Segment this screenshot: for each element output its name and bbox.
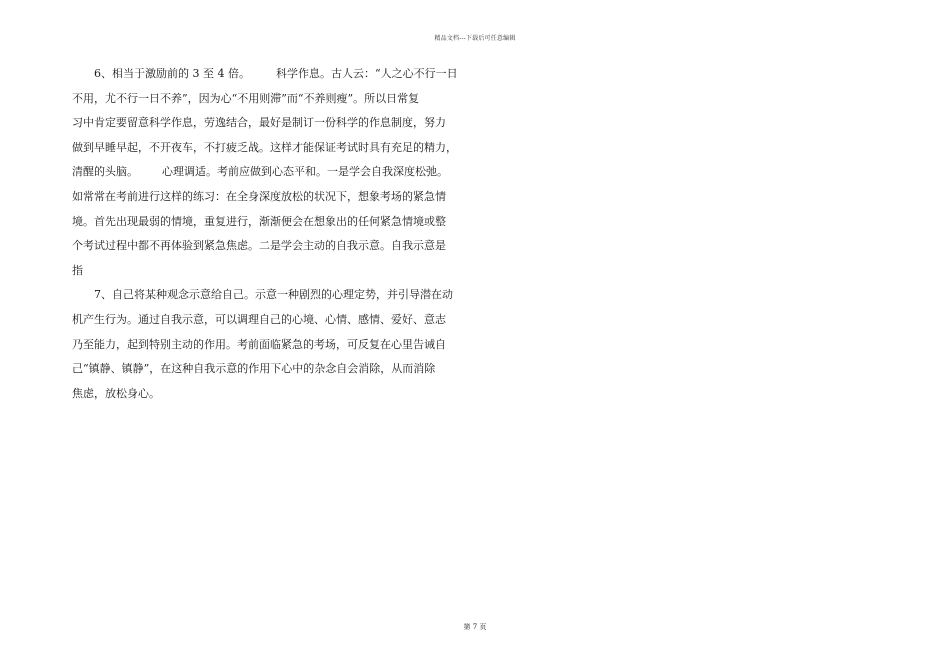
- paragraph-6-line-9: 指: [72, 263, 83, 277]
- paragraph-7: [72, 283, 470, 406]
- paragraph-6-line-8: 个考试过程中都不再体验到紧急焦虑。二是学会主动的自我示意。自我示意是: [72, 239, 446, 253]
- paragraph-6-line-5-part-a: 清醒的头脑。: [72, 165, 138, 179]
- paragraph-6-line-2: 不用，尤不行一日不养”，因为心“不用则滞”而“不养则瘦”。所以日常复: [72, 91, 420, 105]
- paragraph-6-line-6: 如常常在考前进行这样的练习：在全身深度放松的状况下，想象考场的紧急情: [72, 189, 446, 203]
- paragraph-6-line-7: 境。首先出现最弱的情境，重复进行，渐渐便会在想象出的任何紧急情境或整: [72, 214, 446, 228]
- paragraph-7-line-5: 焦虑，放松身心。: [72, 386, 160, 400]
- document-body: [72, 62, 470, 406]
- paragraph-7-line-2: 机产生行为。通过自我示意，可以调理自己的心境、心情、感情、爱好、意志: [72, 312, 446, 326]
- paragraph-7-line-4: 己“镇静、镇静”，在这种自我示意的作用下心中的杂念自会消除，从而消除: [72, 362, 436, 376]
- paragraph-6: [72, 62, 470, 283]
- paragraph-6-line-1-part-a: 6、相当于激励前的 3 至 4 倍。: [94, 67, 250, 80]
- paragraph-6-line-3: 习中肯定要留意科学作息，劳逸结合，最好是制订一份科学的作息制度，努力: [72, 116, 446, 130]
- paragraph-7-line-1: 7、自己将某种观念示意给自己。示意一种剧烈的心理定势，并引导潜在动: [94, 288, 453, 302]
- paragraph-6-line-5: [72, 160, 470, 185]
- paragraph-6-line-1-part-b: 科学作息。古人云：“人之心不行一日: [275, 67, 458, 80]
- paragraph-6-line-4: 做到早睡早起，不开夜车，不打疲乏战。这样才能保证考试时具有充足的精力，: [72, 140, 457, 154]
- paragraph-6-line-1: [72, 62, 470, 87]
- page-number: 第 7 页: [463, 623, 487, 631]
- header-note: 精品文档---下载后可任意编辑: [434, 35, 516, 42]
- paragraph-7-line-3: 乃至能力，起到特别主动的作用。考前面临紧急的考场，可反复在心里告诫自: [72, 337, 446, 351]
- paragraph-6-line-5-part-b: 心理调适。考前应做到心态平和。一是学会自我深度松弛。: [162, 165, 448, 179]
